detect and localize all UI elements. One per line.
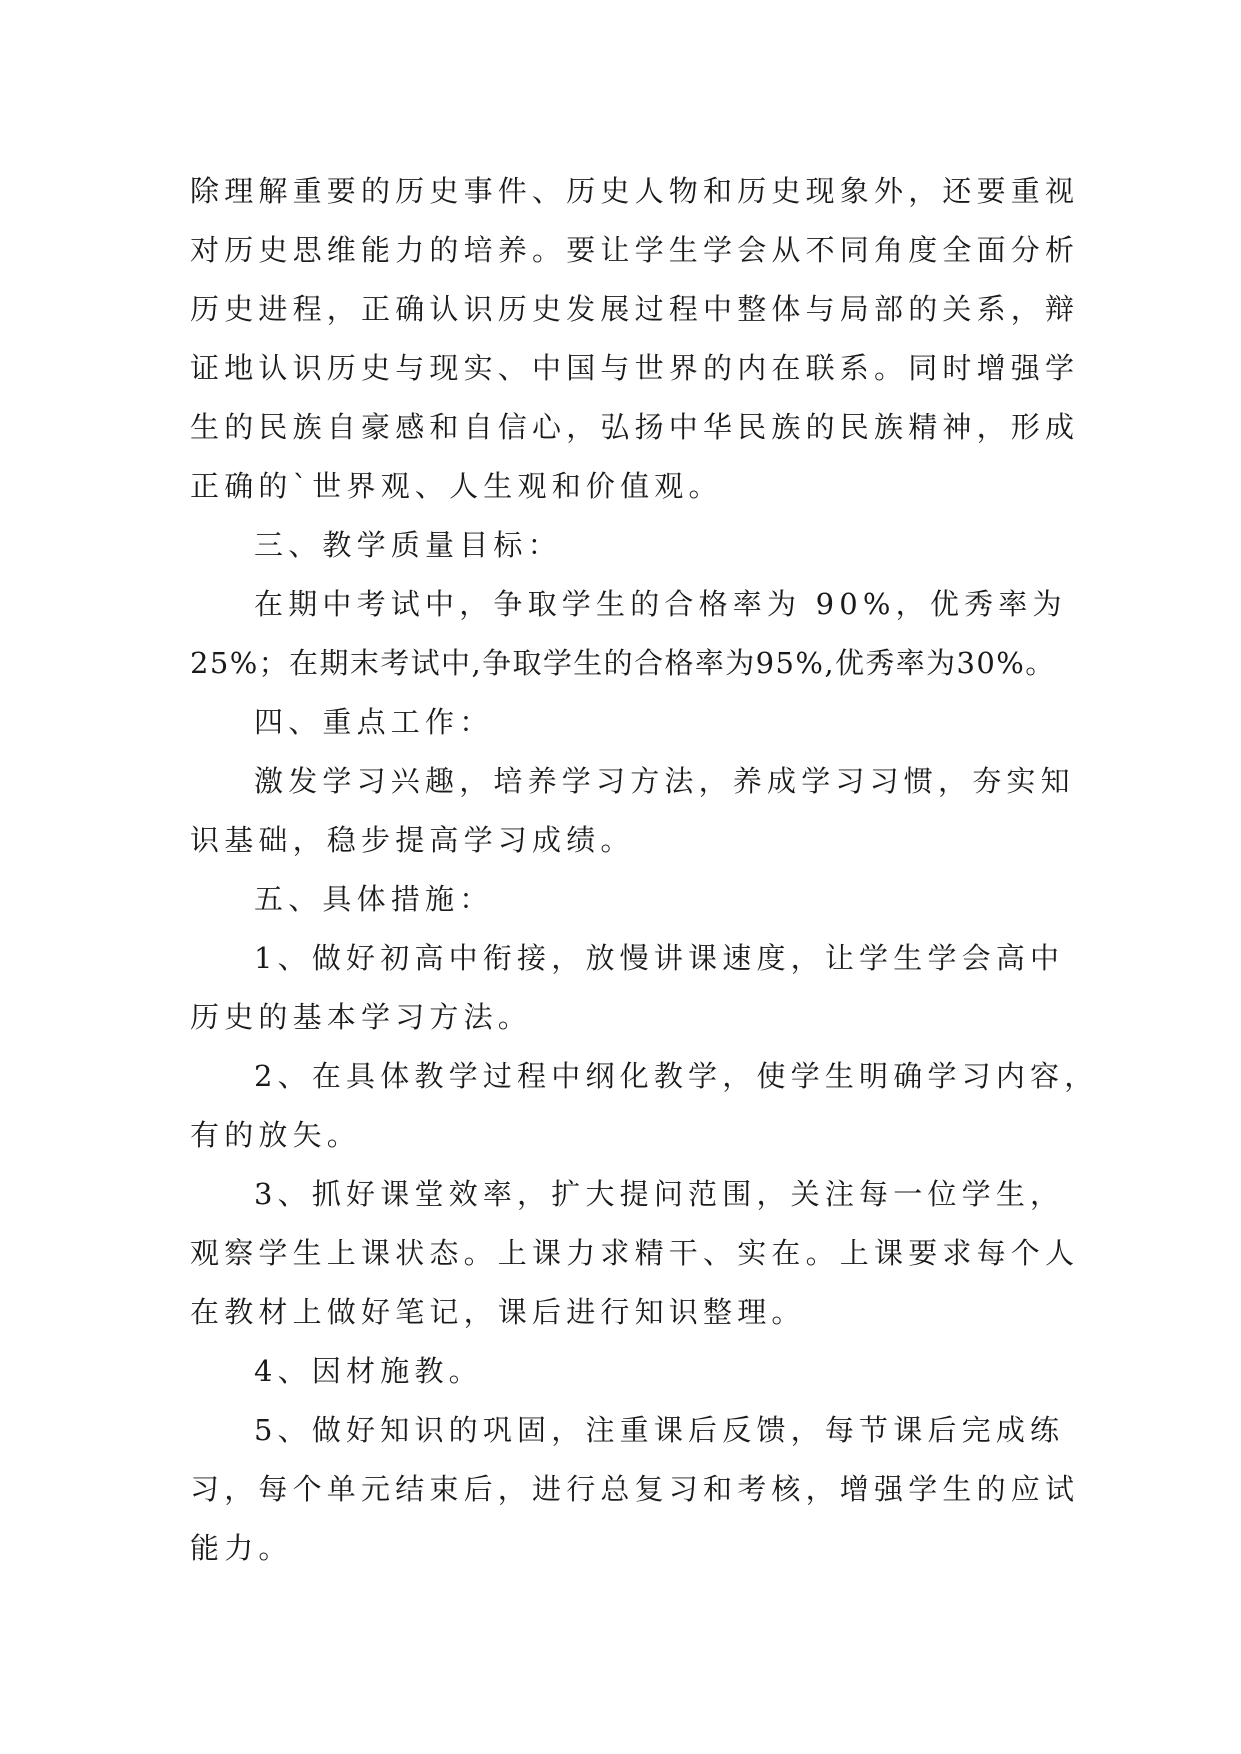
body-text-line: 激发学习兴趣，培养学习方法，养成学习习惯，夯实知 — [254, 764, 1075, 798]
body-text-line: 习，每个单元结束后，进行总复习和考核，增强学生的应试 — [190, 1472, 1080, 1506]
section-heading-measures: 五、具体措施： — [254, 882, 494, 916]
body-text-line: 有的放矢。 — [190, 1118, 362, 1152]
body-text-line: 证地认识历史与现实、中国与世界的内在联系。同时增强学 — [190, 351, 1080, 385]
body-text-line: 正确的`世界观、人生观和价值观。 — [190, 469, 723, 503]
body-text-line: 能力。 — [190, 1531, 293, 1565]
section-heading-key-work: 四、重点工作： — [254, 705, 494, 739]
list-item-measure-1: 1、做好初高中衔接，放慢讲课速度，让学生学会高中 — [254, 941, 1065, 975]
body-text-line: 生的民族自豪感和自信心，弘扬中华民族的民族精神，形成 — [190, 410, 1080, 444]
list-item-measure-5: 5、做好知识的巩固，注重课后反馈，每节课后完成练 — [254, 1413, 1065, 1447]
body-text-line: 历史进程，正确认识历史发展过程中整体与局部的关系，辩 — [190, 292, 1080, 326]
body-text-line: 除理解重要的历史事件、历史人物和历史现象外，还要重视 — [190, 174, 1080, 208]
section-heading-quality-goals: 三、教学质量目标： — [254, 528, 562, 562]
document-body — [190, 162, 1099, 1578]
body-text-line: 识基础，稳步提高学习成绩。 — [190, 823, 635, 857]
body-text-line: 在教材上做好笔记，课后进行知识整理。 — [190, 1295, 806, 1329]
list-item-measure-3: 3、抓好课堂效率，扩大提问范围，关注每一位学生， — [254, 1177, 1065, 1211]
body-text-line: 对历史思维能力的培养。要让学生学会从不同角度全面分析 — [190, 233, 1080, 267]
list-item-measure-2: 2、在具体教学过程中纲化教学，使学生明确学习内容， — [254, 1059, 1099, 1093]
list-item-measure-4: 4、因材施教。 — [254, 1354, 483, 1388]
body-text-line: 观察学生上课状态。上课力求精干、实在。上课要求每个人 — [190, 1236, 1080, 1270]
body-text-line: 历史的基本学习方法。 — [190, 1000, 533, 1034]
body-text-line: 在期中考试中，争取学生的合格率为 90%，优秀率为 — [254, 587, 1067, 621]
body-text-line: 25%；在期末考试中,争取学生的合格率为95%,优秀率为30%。 — [190, 646, 1056, 680]
